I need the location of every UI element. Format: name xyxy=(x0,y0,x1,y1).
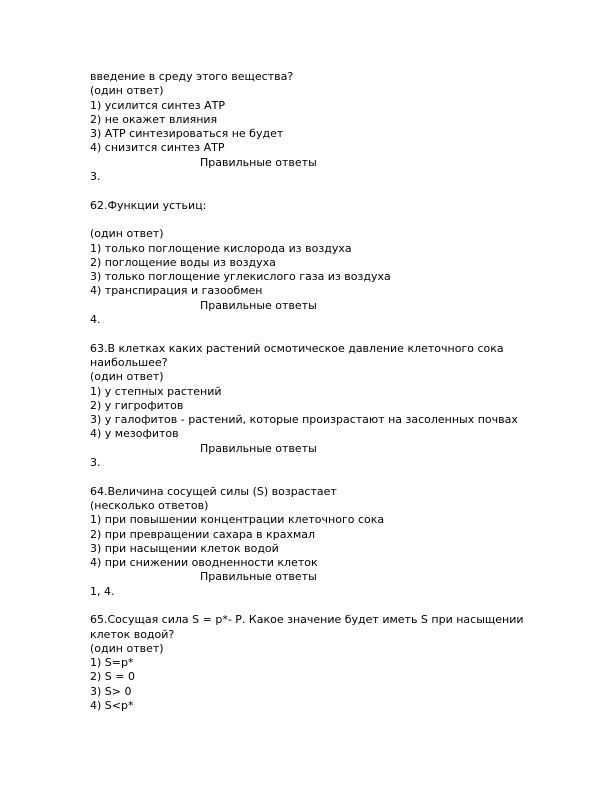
question-61-mode: (один ответ) xyxy=(90,84,164,98)
question-64-option-4: 4) при снижении оводненности клеток xyxy=(90,556,318,570)
question-63-option-3: 3) у галофитов - растений, которые произрастают на засоленных почвах xyxy=(90,413,518,427)
question-64-option-3: 3) при насыщении клеток водой xyxy=(90,541,279,555)
document-page xyxy=(90,70,530,713)
question-65-option-4: 4) S<р* xyxy=(90,699,134,713)
question-64-option-1: 1) при повышении концентрации клеточного сока xyxy=(90,513,385,527)
question-62-mode: (один ответ) xyxy=(90,227,164,241)
question-63-option-1: 1) у степных растений xyxy=(90,384,222,398)
question-63-text: 63.В клетках каких растений осмотическое давление клеточного сока наибольшее? xyxy=(90,341,508,369)
question-63-option-4: 4) у мезофитов xyxy=(90,427,179,441)
spacer xyxy=(90,599,530,613)
question-62-option-1: 1) только поглощение кислорода из воздуха xyxy=(90,241,352,255)
spacer xyxy=(90,184,530,198)
question-64-text: 64.Величина сосущей силы (S) возрастает xyxy=(90,484,337,498)
question-65-mode: (один ответ) xyxy=(90,641,164,655)
question-61 xyxy=(90,70,530,184)
question-62-answer: 4. xyxy=(90,313,101,327)
question-64-mode: (несколько ответов) xyxy=(90,498,209,512)
question-65-option-1: 1) S=р* xyxy=(90,656,134,670)
question-63-answers-label: Правильные ответы xyxy=(200,441,317,455)
question-65-option-3: 3) S> 0 xyxy=(90,684,132,698)
question-61-option-2: 2) не окажет влияния xyxy=(90,112,218,126)
question-65-text: 65.Сосущая сила S = р*- Р. Какое значение будет иметь S при насыщении клеток водой? xyxy=(90,613,528,641)
question-63-option-2: 2) у гигрофитов xyxy=(90,398,184,412)
question-61-answer: 3. xyxy=(90,170,101,184)
question-63-mode: (один ответ) xyxy=(90,370,164,384)
question-63 xyxy=(90,342,530,471)
question-61-answers-label: Правильные ответы xyxy=(200,155,317,169)
question-62-option-3: 3) только поглощение углекислого газа из воздуха xyxy=(90,270,391,284)
question-61-text-tail: введение в среду этого вещества? xyxy=(90,70,294,83)
spacer xyxy=(90,470,530,484)
spacer xyxy=(90,327,530,341)
question-62-text: 62.Функции устьиц: xyxy=(90,198,207,212)
question-61-option-4: 4) снизится синтез АТР xyxy=(90,141,225,155)
question-62-option-2: 2) поглощение воды из воздуха xyxy=(90,255,276,269)
question-65 xyxy=(90,613,530,713)
question-64-option-2: 2) при превращении сахара в крахмал xyxy=(90,527,316,541)
spacer xyxy=(90,213,530,227)
question-61-option-1: 1) усилится синтез АТР xyxy=(90,98,226,112)
question-61-option-3: 3) АТР синтезироваться не будет xyxy=(90,127,284,141)
question-64-answers-label: Правильные ответы xyxy=(200,570,317,584)
question-64-answer: 1, 4. xyxy=(90,584,115,598)
question-62 xyxy=(90,199,530,328)
question-65-option-2: 2) S = 0 xyxy=(90,670,135,684)
question-63-answer: 3. xyxy=(90,456,101,470)
question-64 xyxy=(90,485,530,599)
question-62-option-4: 4) транспирация и газообмен xyxy=(90,284,263,298)
question-62-answers-label: Правильные ответы xyxy=(200,298,317,312)
